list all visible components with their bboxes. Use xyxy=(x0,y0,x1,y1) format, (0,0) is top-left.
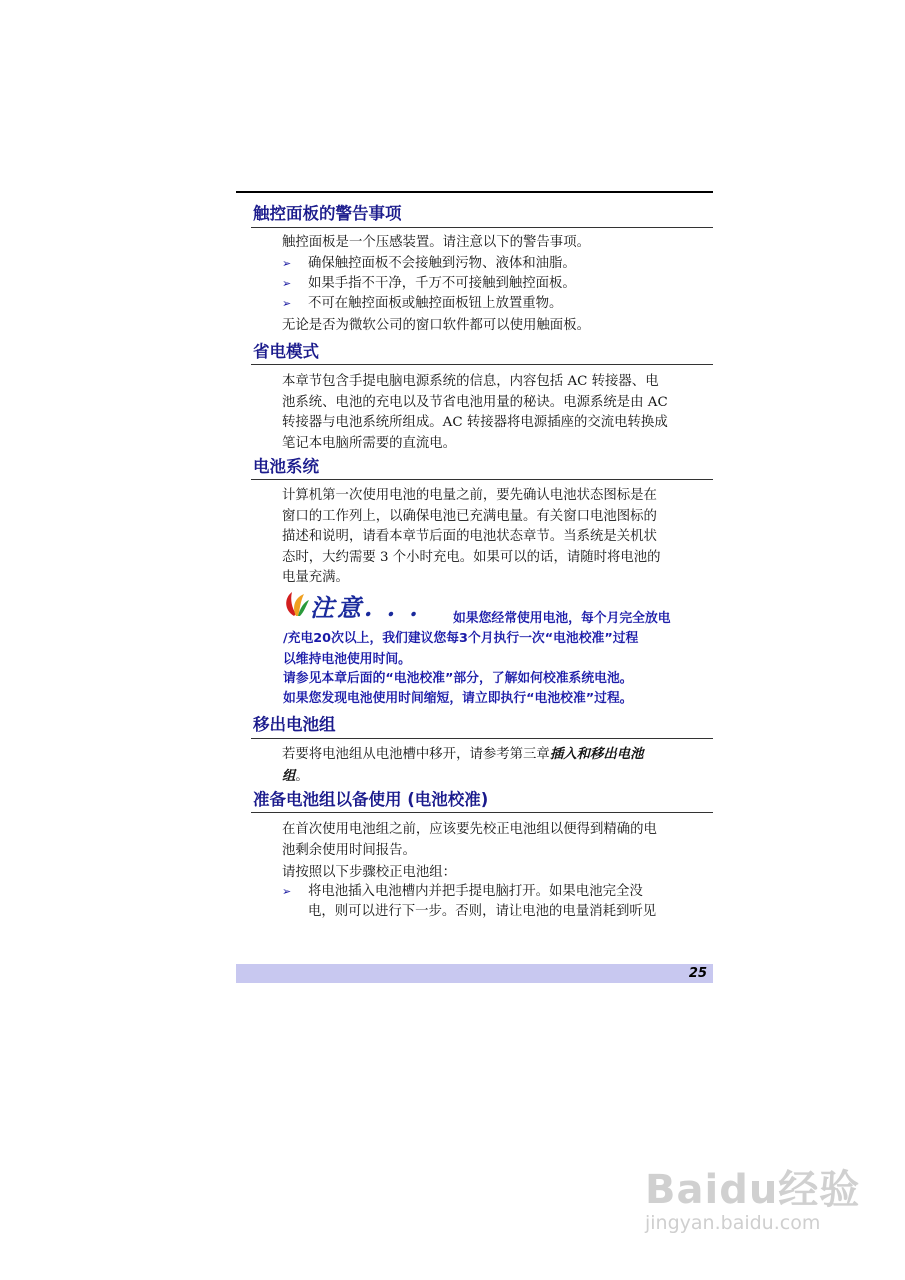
notice-line: 如果您经常使用电池，每个月完全放电 xyxy=(453,611,671,626)
watermark-url: jingyan.baidu.com xyxy=(645,1212,821,1234)
notice-line: 请参见本章后面的“电池校准”部分，了解如何校准系统电池。 xyxy=(283,671,633,686)
list-item: ➢ 确保触控面板不会接触到污物、液体和油脂。 xyxy=(282,254,576,274)
paragraph: 触控面板是一个压感装置。请注意以下的警告事项。 xyxy=(282,235,590,250)
arrow-bullet-icon: ➢ xyxy=(282,297,292,310)
page-number: 25 xyxy=(688,966,707,981)
section-rule xyxy=(251,364,713,365)
list-item-continuation: 电，则可以进行下一步。否则，请让电池的电量消耗到听见 xyxy=(308,904,657,919)
list-item: ➢ 将电池插入电池槽内并把手提电脑打开。如果电池完全没 xyxy=(282,882,643,902)
section-title-touchpad-warnings: 触控面板的警告事项 xyxy=(253,204,402,223)
notice-title: 注意. . . xyxy=(310,593,421,622)
notice-line: 如果您发现电池使用时间缩短，请立即执行“电池校准”过程。 xyxy=(283,691,633,706)
paragraph-steps-intro: 请按照以下步骤校正电池组： xyxy=(282,865,457,880)
chapter-reference: 插入和移出电池 xyxy=(549,746,644,762)
paragraph-remove-battery: 若要将电池组从电池槽中移开，请参考第三章插入和移出电池 组。 xyxy=(282,746,644,784)
section-rule xyxy=(251,479,713,480)
section-title-power-saving: 省电模式 xyxy=(253,342,319,361)
notice-line: /充电20次以上，我们建议您每3个月执行一次“电池校准”过程 xyxy=(283,631,639,646)
section-title-remove-battery: 移出电池组 xyxy=(253,715,336,734)
watermark-brand: Baidu经验 xyxy=(645,1167,861,1213)
arrow-bullet-icon: ➢ xyxy=(282,257,292,270)
section-rule xyxy=(251,812,713,813)
notice-leaf-icon xyxy=(282,590,310,618)
arrow-bullet-icon: ➢ xyxy=(282,885,292,898)
notice-line: 以维持电池使用时间。 xyxy=(283,652,411,667)
arrow-bullet-icon: ➢ xyxy=(282,277,292,290)
section-rule xyxy=(251,227,713,228)
top-rule xyxy=(236,191,713,193)
paragraph-power-saving: 本章节包含手提电脑电源系统的信息，内容包括 AC 转接器、电 池系统、电池的充电以及节省电池用量的秘诀。电源系统是由 AC 转接器与电池系统所组成。AC 转接器将电源插座的交流电转换成 笔记本电脑所需要的直流电。 xyxy=(282,374,668,451)
section-title-battery-calibration: 准备电池组以备使用 (电池校准) xyxy=(253,790,489,809)
page-footer xyxy=(236,964,713,983)
section-rule xyxy=(251,738,713,739)
list-item: ➢ 不可在触控面板或触控面板钮上放置重物。 xyxy=(282,294,562,314)
section-title-battery-system: 电池系统 xyxy=(253,457,319,476)
paragraph-battery-system: 计算机第一次使用电池的电量之前，要先确认电池状态图标是在 窗口的工作列上，以确保电池已充满电量。有关窗口电池图标的 描述和说明，请看本章节后面的电池状态章节。当系统是关机状 态时，大约需要 3 个小时充电。如果可以的话，请随时将电池的 电量充满。 xyxy=(282,488,661,585)
list-item: ➢ 如果手指不干净，千万不可接触到触控面板。 xyxy=(282,274,576,294)
paragraph-calibration: 在首次使用电池组之前，应该要先校正电池组以便得到精确的电 池剩余使用时间报告。 xyxy=(282,822,657,858)
paragraph: 无论是否为微软公司的窗口软件都可以使用触面板。 xyxy=(282,318,590,333)
